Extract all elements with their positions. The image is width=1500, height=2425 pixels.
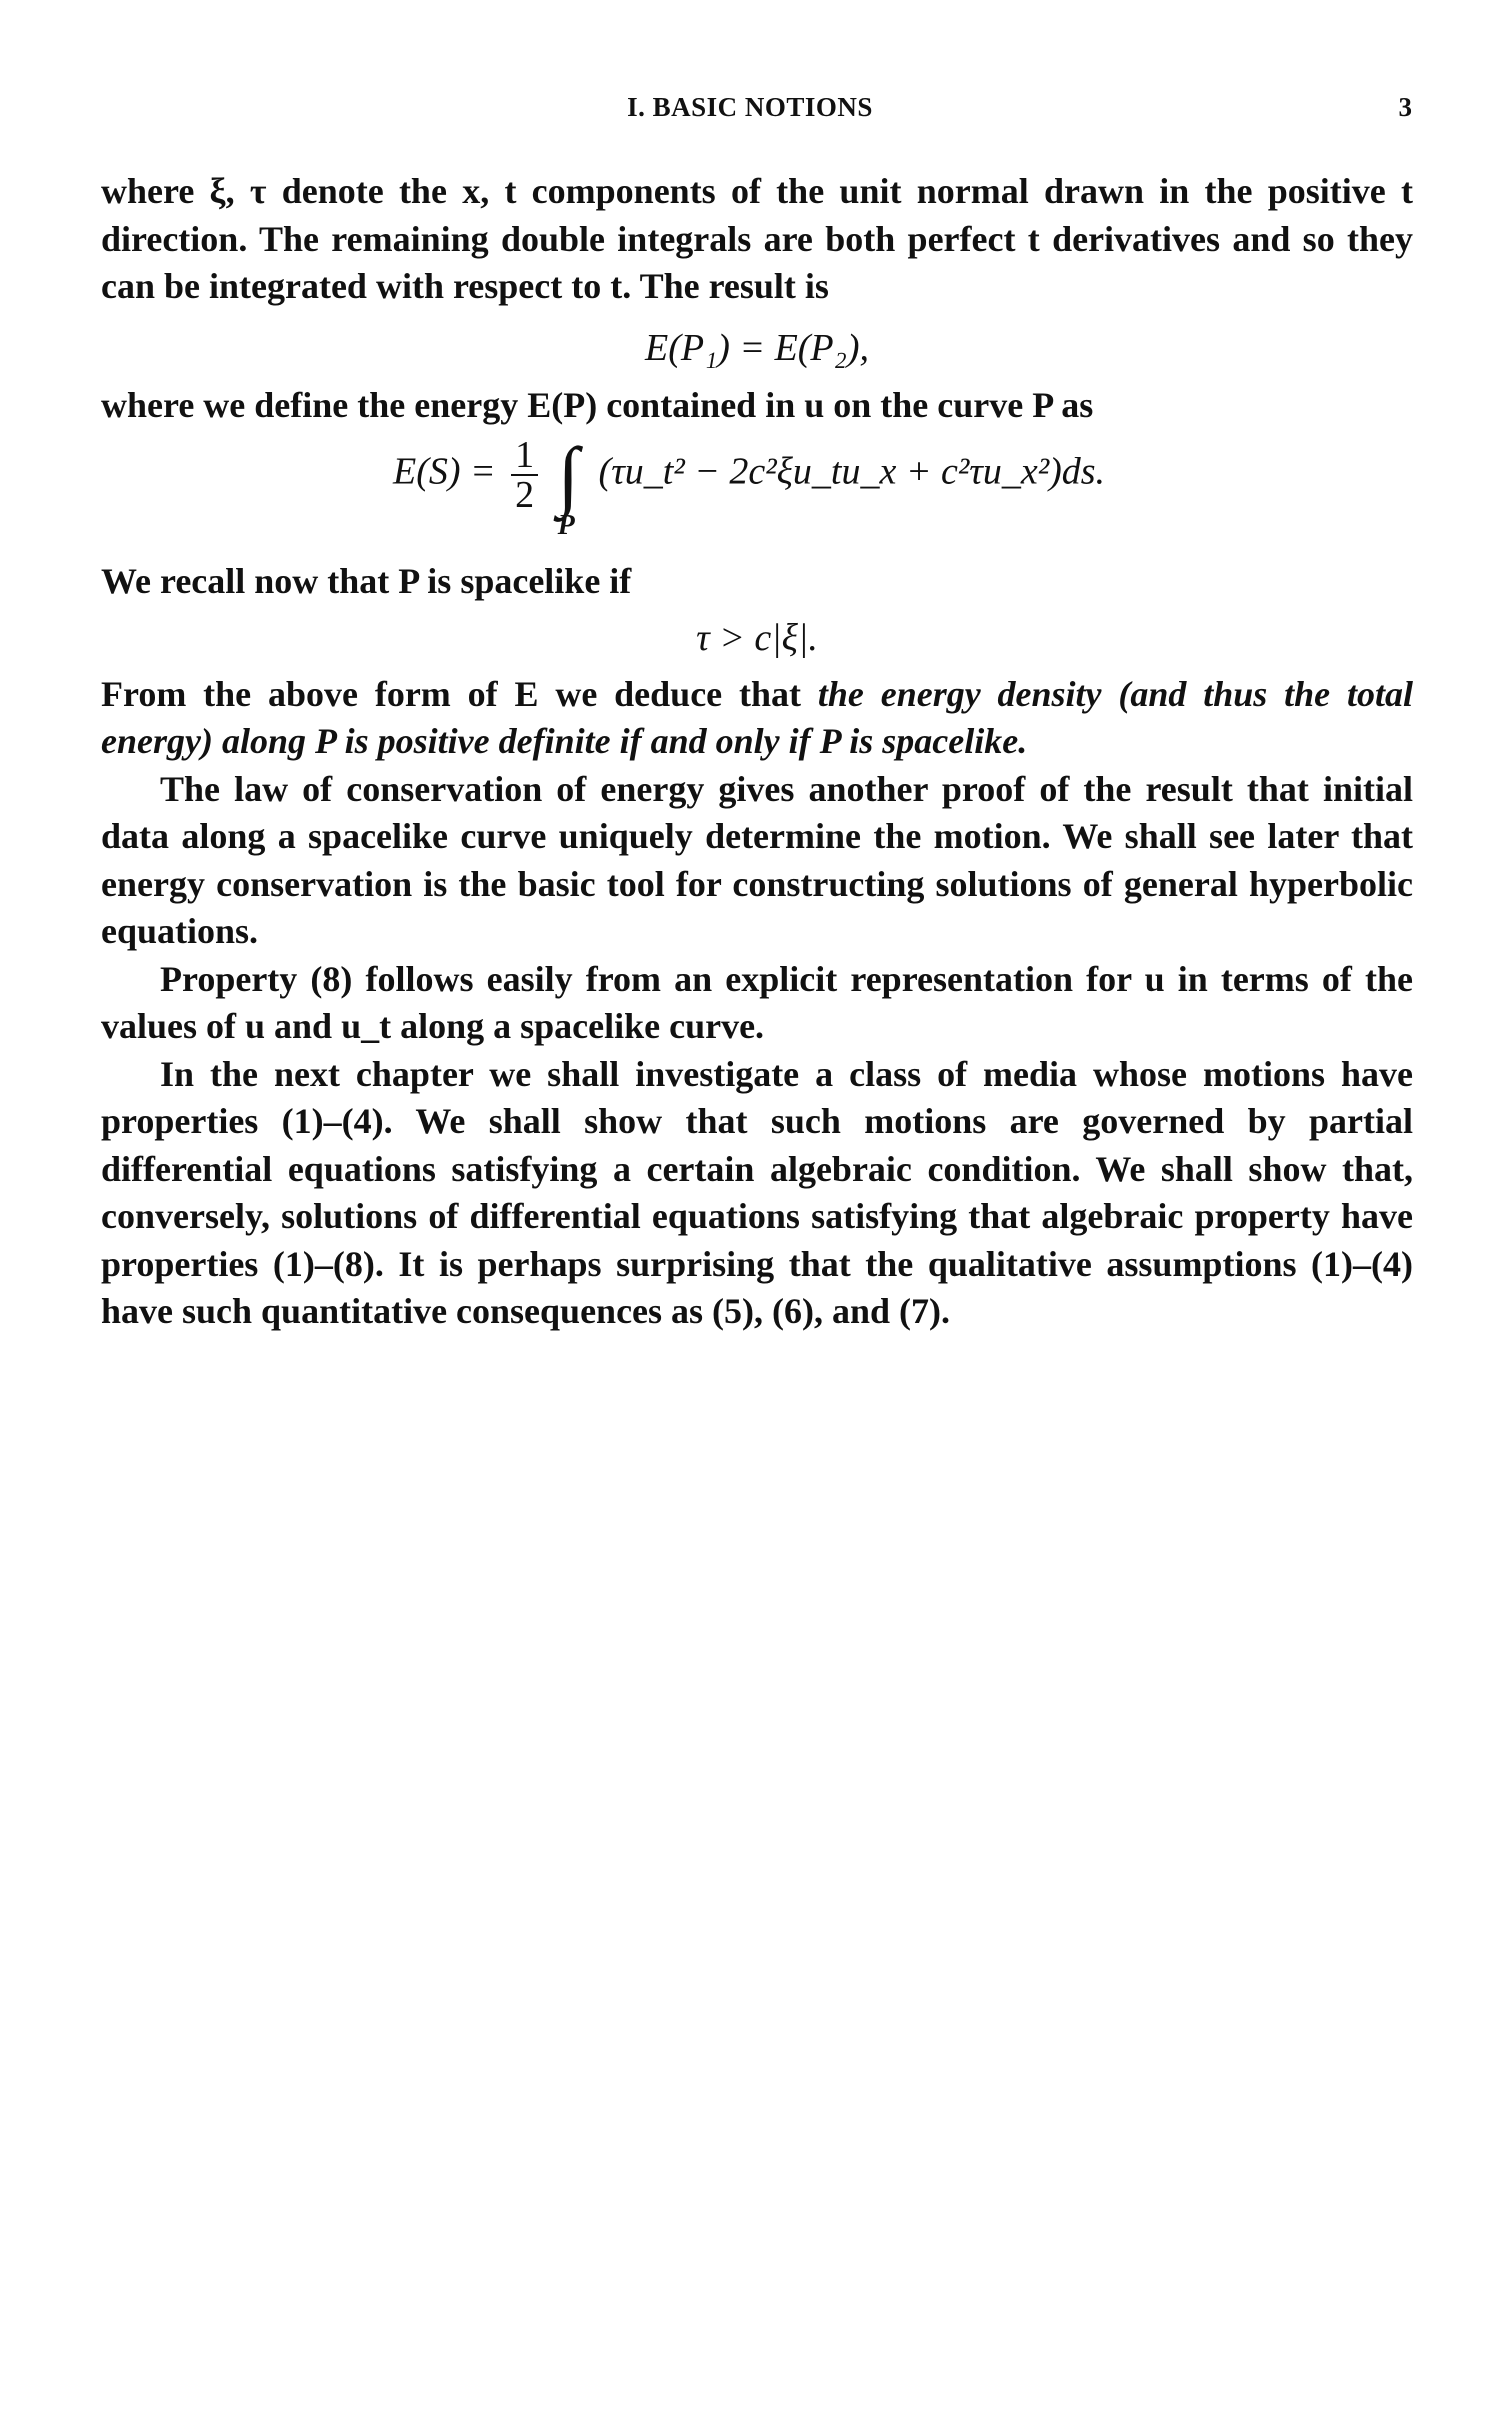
page-body	[101, 168, 1413, 1336]
fraction-denominator: 2	[515, 473, 535, 516]
paragraph-2: where we define the energy E(P) contained in u on the curve P as	[101, 385, 1094, 425]
equation-spacelike-condition: τ > c|ξ|.	[696, 617, 818, 659]
paragraph-4-text: From the above form of E we deduce that	[101, 673, 818, 714]
paragraph-5: The law of conservation of energy gives another proof of the result that initial data along a spacelike curve uniquely determine the motion. We shall see later that energy conservation is the basic tool for constructing solutions of general hyperbolic equations.	[101, 768, 1413, 951]
fraction-numerator: 1	[511, 436, 538, 476]
running-title: I. BASIC NOTIONS	[627, 92, 873, 122]
integrand: (τu_t² − 2c²ξu_tu_x + c²τu_x²)ds.	[598, 450, 1106, 493]
fraction-one-half	[511, 433, 538, 516]
equation-energy-equality: E(P₁) = E(P₂),	[644, 326, 870, 369]
paragraph-7: In the next chapter we shall investigate a class of media whose motions have properties (1)–(4). We shall show that such motions are governed by partial differential equations satisfying a certain algebraic condition. We shall show that, conversely, solutions of differential equations satisfying that algebraic property have properties (1)–(8). It is perhaps surprising that the qualitative assumptions (1)–(4) have such quantitative consequences as (5), (6), and (7).	[101, 1053, 1413, 1331]
page-number: 3	[1398, 92, 1412, 122]
integral-symbol: ∫	[557, 430, 580, 518]
integral-subscript: P	[557, 509, 575, 541]
paragraph-1: where ξ, τ denote the x, t components of the unit normal drawn in the positive t direction. The remaining double integrals are both perfect t derivatives and so they can be integrated with respect to t. The result is	[101, 171, 1413, 306]
equation-energy-definition	[101, 430, 1413, 558]
paragraph-4-emphasis: the energy density (and thus the total energy) along P is positive definite if and only if P is spacelike.	[101, 673, 1413, 761]
paragraph-3: We recall now that P is spacelike if	[101, 560, 632, 601]
running-head	[0, 92, 1500, 132]
integral-sign	[557, 430, 580, 541]
equation-lhs: E(S) =	[393, 450, 496, 493]
paragraph-6: Property (8) follows easily from an explicit representation for u in terms of the values of u and u_t along a spacelike curve.	[101, 958, 1413, 1046]
paragraph-4	[101, 671, 1413, 766]
